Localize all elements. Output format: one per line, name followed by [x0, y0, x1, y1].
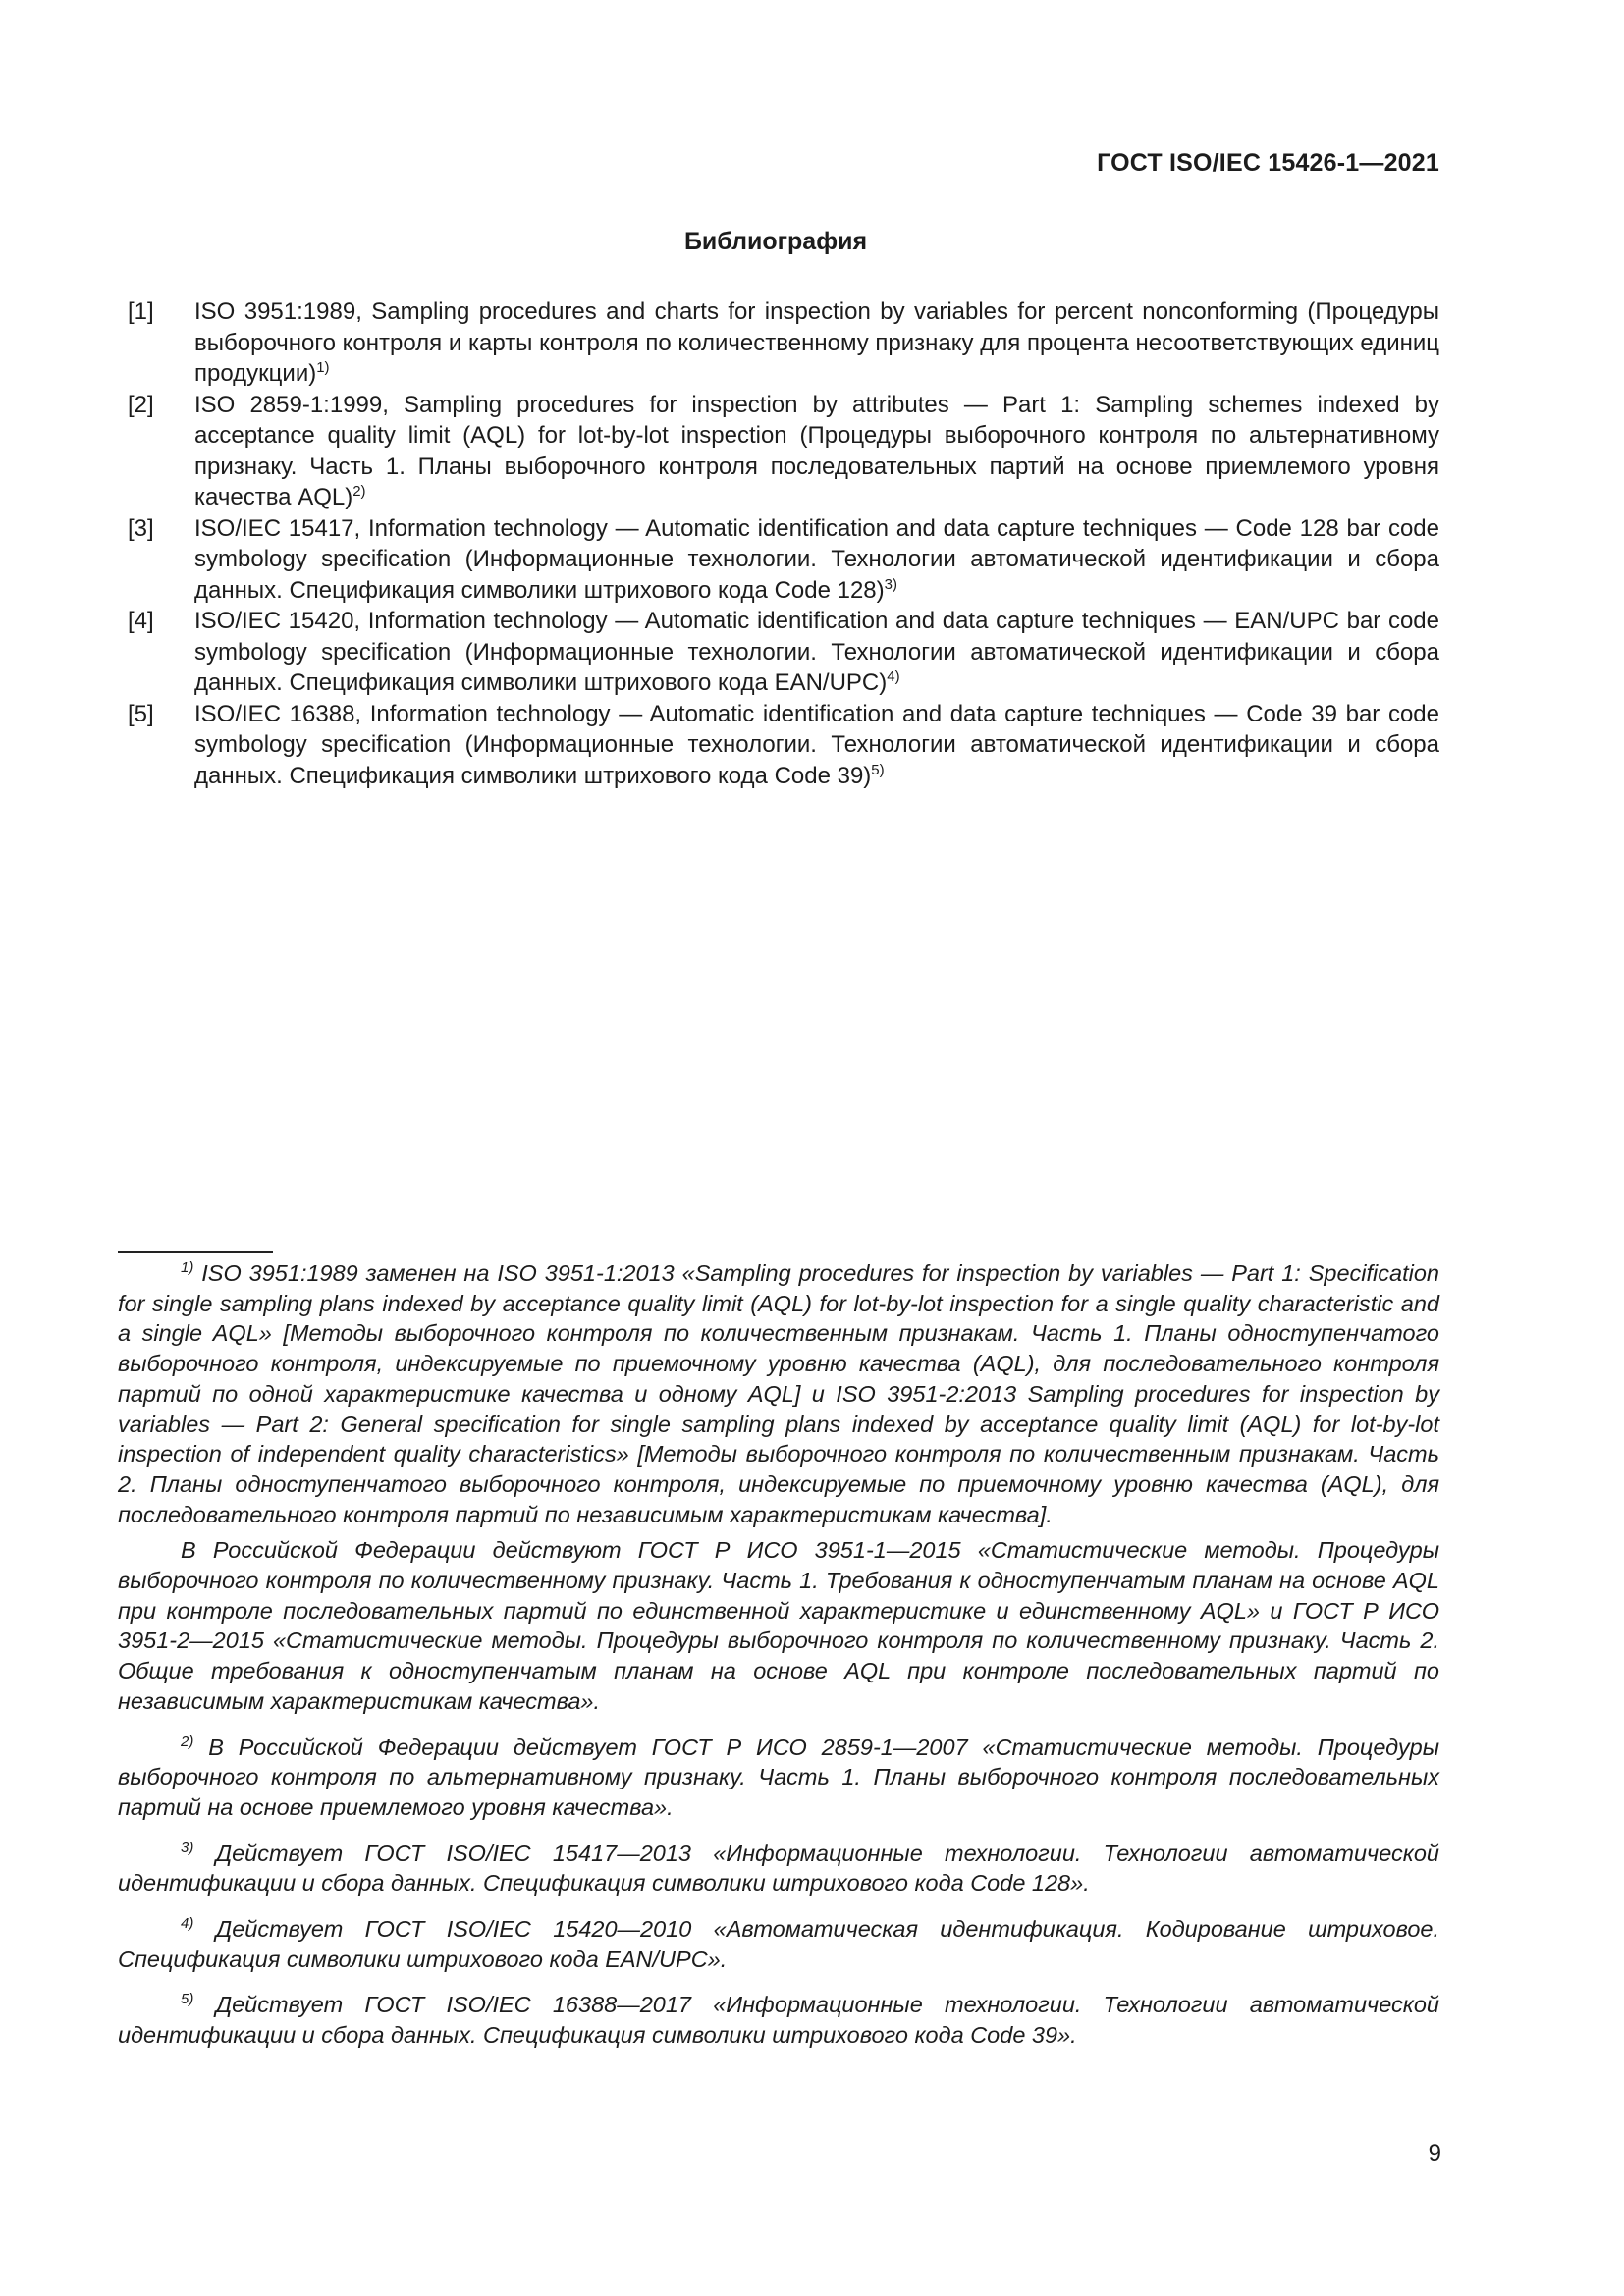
footnote-text: ISO 3951:1989 заменен на ISO 3951-1:2013 «Sampling procedures for inspection by variables — Part 1: Specification for single sampling plans indexed by acceptance quality limit (AQL) for lot-by-lot inspection for a single quality characteristic and a single AQL» [Методы выборочного контроля по количественным признакам. Часть 1. Планы одноступенчатого выборочного контроля, индексируемые по приемочному уровню качества (AQL), для последовательного контроля партий по одной характеристике качества и одному AQL] и ISO 3951-2:2013 Sampling procedures for inspection by variables — Part 2: General specification for single sampling plans indexed by acceptance quality limit (AQL) for lot-by-lot inspection of independent quality characteristics» [Методы выборочного контроля по количественным признакам. Часть 2. Планы одноступенчатого выборочного контроля, индексируемые по приемочному уровню качества (AQL), для последовательного контроля партий по независимым характеристикам качества].	[118, 1260, 1439, 1527]
entry-text: ISO/IEC 16388, Information technology — Automatic identification and data capture techniques — Code 39 bar code symbology specification (Информационные технологии. Технологии автоматической идентификации и сбора данных. Спецификация символики штрихового кода Code 39)	[194, 700, 1439, 789]
entry-text: ISO 2859-1:1999, Sampling procedures for inspection by attributes — Part 1: Sampling schemes indexed by acceptance quality limit (AQL) for lot-by-lot inspection (Процедуры выборочного контроля по альтернативному признаку. Часть 1. Планы выборочного контроля последовательных партий на основе приемлемого уровня качества AQL)	[194, 391, 1439, 510]
footnote-marker: 2)	[352, 483, 366, 500]
footnote	[118, 1990, 1439, 2050]
bibliography-entry	[128, 699, 1439, 792]
footnote	[118, 1914, 1439, 1974]
footnote-marker: 5)	[871, 761, 885, 778]
entry-number: [5]	[128, 700, 154, 727]
bibliography-list	[128, 296, 1439, 791]
footnotes	[118, 1258, 1439, 2051]
footnote-marker: 4)	[887, 668, 900, 685]
footnote-marker: 1)	[181, 1259, 194, 1277]
footnote	[118, 1839, 1439, 1898]
document-code-header: ГОСТ ISO/IEC 15426-1—2021	[1097, 149, 1439, 177]
footnote-continuation	[118, 1535, 1439, 1716]
footnote-marker: 3)	[884, 575, 897, 593]
entry-number: [1]	[128, 298, 154, 325]
entry-text: ISO 3951:1989, Sampling procedures and charts for inspection by variables for percent nonconforming (Процедуры выборочного контроля и карты контроля по количественному признаку для процента несоответствующих единиц продукции)	[194, 298, 1439, 387]
bibliography-entry	[128, 296, 1439, 390]
footnote-marker: 3)	[181, 1839, 194, 1856]
footnote-text: Действует ГОСТ ISO/IEC 15420—2010 «Автоматическая идентификация. Кодирование штриховое. Спецификация символики штрихового кода EAN/UPC».	[118, 1916, 1440, 1972]
entry-number: [4]	[128, 608, 154, 634]
footnote-marker: 5)	[181, 1991, 194, 2008]
page-number: 9	[1428, 2140, 1441, 2166]
footnote-text: Действует ГОСТ ISO/IEC 16388—2017 «Информационные технологии. Технологии автоматической идентификации и сбора данных. Спецификация символики штрихового кода Code 39».	[118, 1992, 1439, 2049]
section-title: Библиография	[683, 228, 868, 255]
footnote-marker: 2)	[181, 1733, 194, 1750]
entry-text: ISO/IEC 15420, Information technology — Automatic identification and data capture techniques — EAN/UPC bar code symbology specification (Информационные технологии. Технологии автоматической идентификации и сбора данных. Спецификация символики штрихового кода EAN/UPC)	[194, 608, 1439, 696]
bibliography-entry	[128, 513, 1439, 607]
entry-number: [3]	[128, 514, 154, 542]
bibliography-entry	[128, 390, 1439, 513]
entry-text: ISO/IEC 15417, Information technology — Automatic identification and data capture techniques — Code 128 bar code symbology specification (Информационные технологии. Технологии автоматической идентификации и сбора данных. Спецификация символики штрихового кода Code 128)	[194, 514, 1439, 604]
footnote-marker: 1)	[316, 359, 330, 376]
footnote	[118, 1733, 1439, 1823]
footnote-marker: 4)	[181, 1915, 194, 1933]
footnote-text: Действует ГОСТ ISO/IEC 15417—2013 «Информационные технологии. Технологии автоматической идентификации и сбора данных. Спецификация символики штрихового кода Code 128».	[118, 1840, 1439, 1896]
footnote	[118, 1258, 1439, 1529]
footnote-text: В Российской Федерации действует ГОСТ Р ИСО 2859-1—2007 «Статистические методы. Процедуры выборочного контроля по альтернативному признаку. Часть 1. Планы выборочного контроля последовательных партий на основе приемлемого уровня качества».	[118, 1734, 1440, 1820]
entry-number: [2]	[128, 391, 154, 418]
footnote-text: В Российской Федерации действуют ГОСТ Р ИСО 3951-1—2015 «Статистические методы. Процедуры выборочного контроля по количественному признаку. Часть 1. Требования к одноступенчатым планам на основе AQL при контроле последовательных партий по единственной характеристике и единственному AQL» и ГОСТ Р ИСО 3951-2—2015 «Статистические методы. Процедуры выборочного контроля по количественному признаку. Часть 2. Общие требования к одноступенчатым планам на основе AQL при контроле последовательных партий по независимым характеристикам качества».	[118, 1537, 1439, 1714]
footnote-separator	[118, 1251, 273, 1253]
bibliography-entry	[128, 606, 1439, 699]
